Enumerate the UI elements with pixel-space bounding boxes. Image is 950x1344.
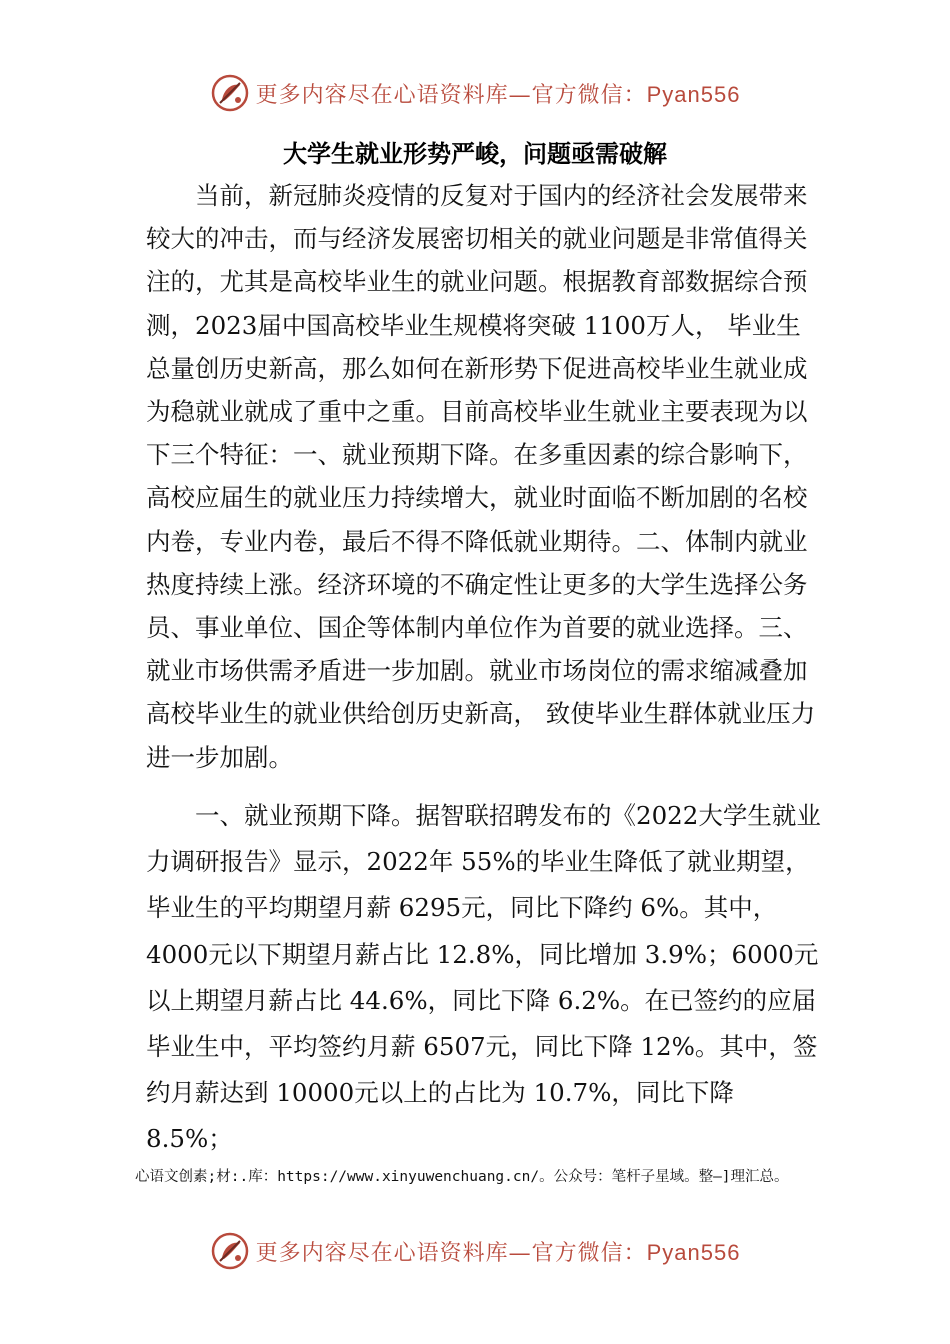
banner-text: 更多内容尽在心语资料库—官方微信：Pyan556 (255, 81, 741, 108)
header-banner (0, 68, 950, 118)
banner-text: 更多内容尽在心语资料库—官方微信：Pyan556 (255, 1239, 741, 1266)
wechat-id: Pyan556 (646, 1239, 741, 1265)
wechat-id: Pyan556 (646, 81, 741, 107)
paragraph-intro: 当前，新冠肺炎疫情的反复对于国内的经济社会发展带来较大的冲击，而与经济发展密切相关的就业问题是非常值得关注的，尤其是高校毕业生的就业问题。根据教育部数据综合预测，2023届中国高校毕业生规模将突破 1100万人， 毕业生总量创历史新高，那么如何在新形势下促进高校毕业生就业成为稳就业就成了重中之重。目前高校毕业生就业主要表现为以下三个特征：一、就业预期下降。在多重因素的综合影响下，高校应届生的就业压力持续增大，就业时面临不断加剧的名校内卷，专业内卷，最后不得不降低就业期待。二、体制内就业热度持续上涨。经济环境的不确定性让更多的大学生选择公务员、事业单位、国企等体制内单位作为首要的就业选择。三、就业市场供需矛盾进一步加剧。就业市场岗位的需求缩减叠加高校毕业生的就业供给创历史新高， 致使毕业生群体就业压力进一步加剧。 (146, 181, 816, 772)
footer-banner (0, 1226, 950, 1276)
flower-logo-icon (210, 73, 250, 113)
document-title: 大学生就业形势严峻，问题亟需破解 (283, 140, 667, 168)
flower-logo-icon (210, 1231, 250, 1271)
paragraph-expectation: 一、就业预期下降。据智联招聘发布的《2022大学生就业力调研报告》显示，2022年 55%的毕业生降低了就业期望，毕业生的平均期望月薪 6295元，同比下降约 6%。其中，4000元以下期望月薪占比 12.8%，同比增加 3.9%；6000元以上期望月薪占比 44.6%，同比下降 6.2%。在已签约的应届毕业生中，平均签约月薪 6507元，同比下降 12%。其中，签约月薪达到 10000元以上的占比为 10.7%，同比下降 8.5%； (146, 801, 821, 1154)
source-footnote: 心语文创素;材:.库：https://www.xinyuwenchuang.cn/。公众号：笔杆子星域。整—]理汇总。 (135, 1169, 789, 1185)
